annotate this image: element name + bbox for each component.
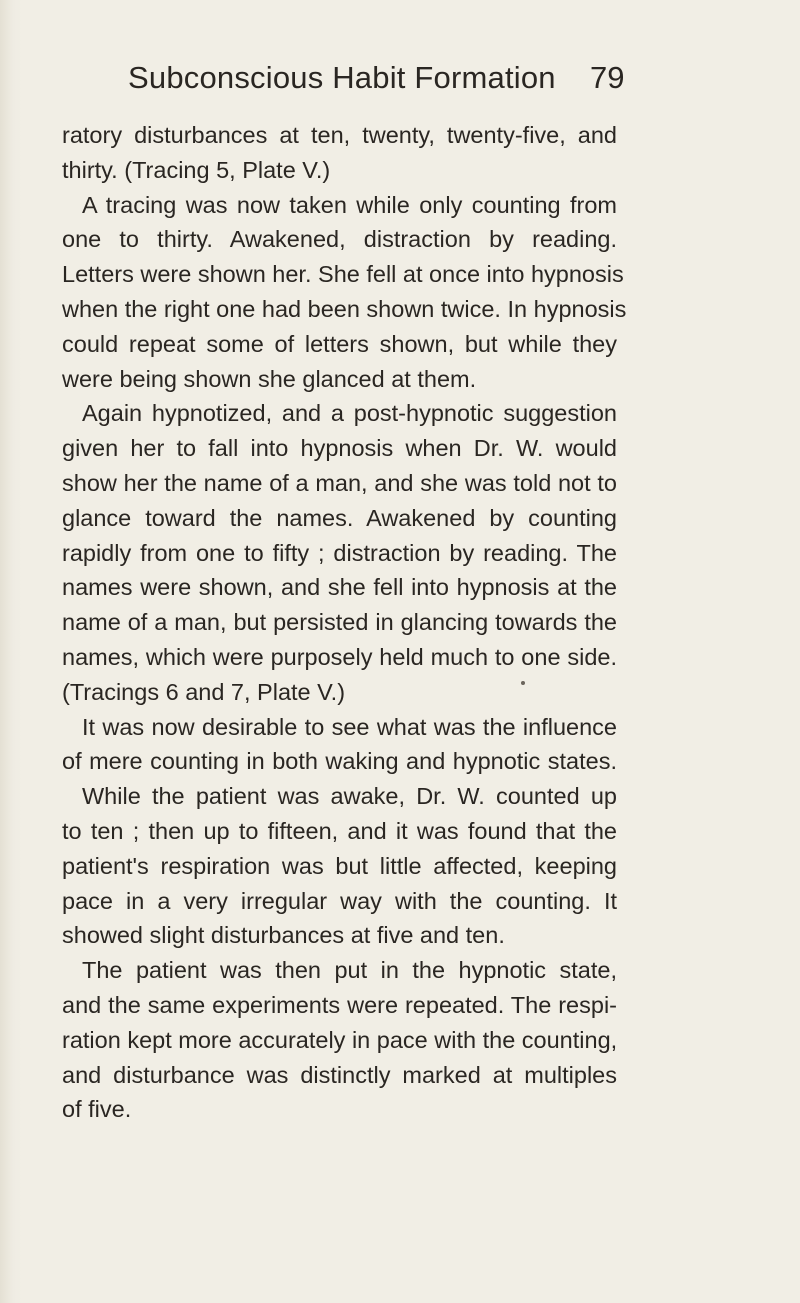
text-line: to ten ; then up to fifteen, and it was found that the — [62, 817, 617, 844]
text-line: thirty. (Tracing 5, Plate V.) — [62, 156, 331, 183]
text-line: were being shown she glanced at them. — [62, 365, 477, 392]
body-text — [62, 118, 627, 1127]
text-line: and disturbance was distinctly marked at multiples — [62, 1061, 617, 1088]
running-head-title: Subconscious Habit Formation — [128, 60, 556, 95]
text-line: A tracing was now taken while only counting from — [82, 191, 617, 218]
text-line: While the patient was awake, Dr. W. counted up — [82, 783, 617, 810]
text-line: could repeat some of letters shown, but while they — [62, 330, 617, 357]
text-line: of mere counting in both waking and hypnotic states. — [62, 748, 617, 775]
text-line: names were shown, and she fell into hypnosis at the — [62, 574, 617, 601]
page-gutter-shadow — [0, 0, 22, 1303]
text-line: name of a man, but persisted in glancing towards the — [62, 609, 617, 636]
text-line: names, which were purposely held much to one side. — [62, 643, 617, 670]
text-line: one to thirty. Awakened, distraction by reading. — [62, 226, 617, 253]
text-line: Letters were shown her. She fell at once into hypnosis — [62, 261, 624, 288]
text-line: when the right one had been shown twice. In hypnosis — [62, 295, 627, 322]
page-number: 79 — [590, 60, 625, 95]
text-line: showed slight disturbances at five and ten. — [62, 922, 505, 949]
text-line: pace in a very irregular way with the counting. It — [62, 887, 617, 914]
running-head — [0, 60, 800, 100]
text-line: and the same experiments were repeated. The respi- — [62, 991, 617, 1018]
text-line: It was now desirable to see what was the influence — [82, 713, 617, 740]
text-line: glance toward the names. Awakened by counting — [62, 504, 617, 531]
text-line: rapidly from one to fifty ; distraction by reading. The — [62, 539, 617, 566]
text-line: ratory disturbances at ten, twenty, twenty-five, and — [62, 122, 617, 148]
text-line: The patient was then put in the hypnotic state, — [82, 957, 617, 984]
text-line: ration kept more accurately in pace with the counting, — [62, 1026, 618, 1053]
text-line: given her to fall into hypnosis when Dr. W. would — [62, 435, 617, 462]
text-line: (Tracings 6 and 7, Plate V.) — [62, 678, 346, 705]
text-line: of five. — [62, 1096, 132, 1123]
text-line: Again hypnotized, and a post-hypnotic suggestion — [82, 400, 617, 427]
print-speck — [521, 681, 525, 685]
text-line: show her the name of a man, and she was told not to — [62, 469, 617, 496]
text-line: patient's respiration was but little affected, keeping — [62, 852, 617, 879]
